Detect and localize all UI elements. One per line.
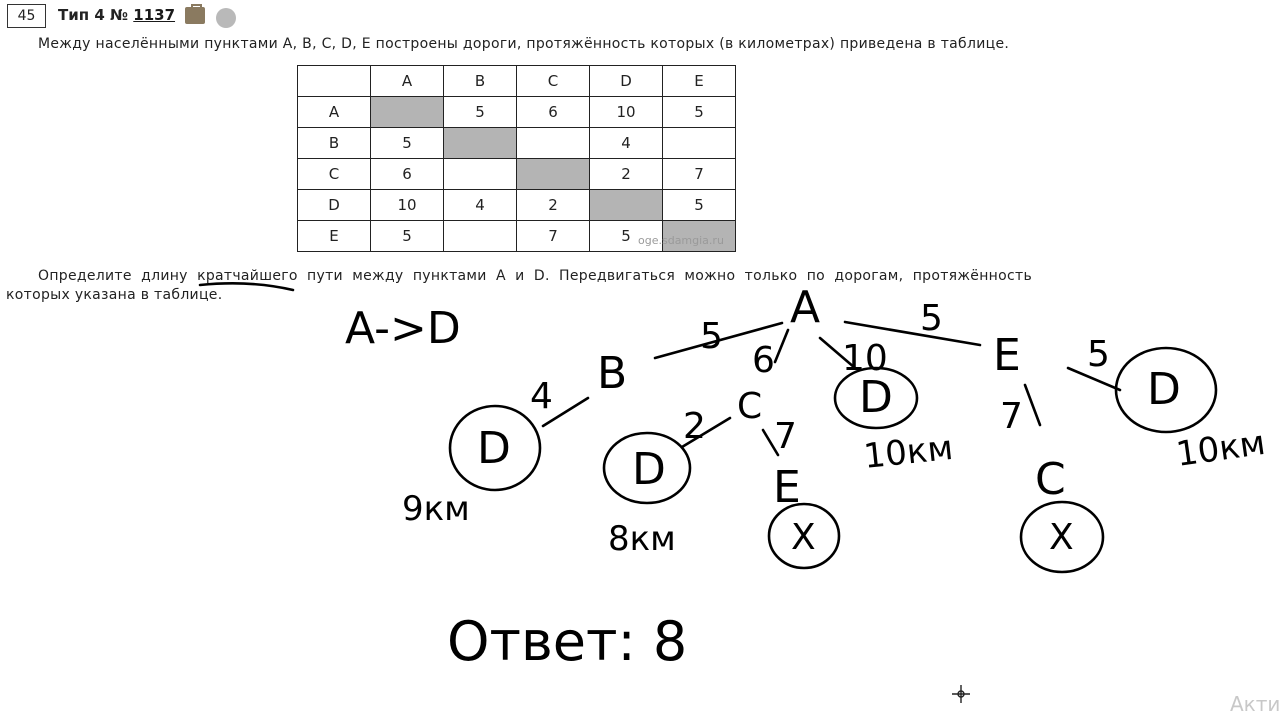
condition-text: Между населёнными пунктами A, B, C, D, E построены дороги, протяжённость которых (в километрах) приведена в таблице. (38, 36, 1010, 52)
node-label: A (790, 282, 821, 333)
path-length: 10км (861, 427, 955, 477)
table-cell: 2 (590, 159, 663, 190)
table-header-cell: D (590, 66, 663, 97)
node-label: E (773, 462, 801, 513)
edge-line (1025, 385, 1040, 425)
table-cell: 5 (663, 190, 736, 221)
table-cell: 6 (371, 159, 444, 190)
node-label: B (597, 348, 628, 399)
route-label: A->D (345, 303, 461, 354)
table-cell: 4 (590, 128, 663, 159)
table-cell: 5 (371, 221, 444, 252)
table-header-cell: E (663, 66, 736, 97)
table-cell: 6 (517, 97, 590, 128)
path-length: 9км (402, 489, 470, 529)
table-cell: 5 (371, 128, 444, 159)
table-row-label: B (298, 128, 371, 159)
path-length: 10км (1173, 422, 1268, 475)
path-length: 8км (608, 519, 676, 559)
node-label: C (737, 386, 763, 427)
task-id-link[interactable]: 1137 (133, 6, 176, 24)
table-header-cell: A (371, 66, 444, 97)
table-row-label: C (298, 159, 371, 190)
table-cell: 4 (444, 190, 517, 221)
answer-text: Ответ: 8 (447, 610, 688, 673)
node-label: E (993, 330, 1021, 381)
underline-stroke (200, 283, 293, 290)
node-label: C (1035, 454, 1066, 505)
edge-weight: 7 (1000, 396, 1023, 437)
node-label: D (632, 444, 666, 495)
edge-weight: 5 (700, 316, 723, 357)
edge-weight: 2 (683, 406, 706, 447)
question-text: Определите длину кратчайшего пути между пунктами A и D. Передвигаться можно только по дорогам, протяжённость которых указана в таблице. (6, 268, 1032, 303)
table-cell: 7 (663, 159, 736, 190)
type-label-text: Тип 4 № (58, 6, 129, 24)
table-cell: 10 (371, 190, 444, 221)
table-cell: 7 (517, 221, 590, 252)
table-cell: 10 (590, 97, 663, 128)
crosshair-cursor-icon (951, 684, 971, 704)
table-row-label: A (298, 97, 371, 128)
edge-weight: 4 (530, 376, 553, 417)
edge-line (775, 330, 788, 362)
dead-end-mark: X (791, 517, 816, 558)
edge-weight: 5 (920, 298, 943, 339)
edge-weight: 5 (1087, 334, 1110, 375)
node-label: D (859, 372, 893, 423)
edge-weight: 6 (752, 340, 775, 381)
table-row-label: E (298, 221, 371, 252)
table-row-label: D (298, 190, 371, 221)
table-header-cell: C (517, 66, 590, 97)
activation-watermark: Акти (1230, 692, 1280, 716)
table-cell: 2 (517, 190, 590, 221)
edge-weight: 10 (842, 338, 888, 379)
edge-weight: 7 (774, 416, 797, 457)
node-label: D (477, 423, 511, 474)
table-cell: 5 (663, 97, 736, 128)
table-header-cell: B (444, 66, 517, 97)
problem-number: 45 (7, 4, 46, 28)
watermark: oge.sdamgia.ru (638, 234, 724, 247)
dead-end-mark: X (1049, 517, 1074, 558)
table-cell: 5 (590, 221, 663, 252)
node-label: D (1147, 364, 1181, 415)
table-cell: 5 (444, 97, 517, 128)
